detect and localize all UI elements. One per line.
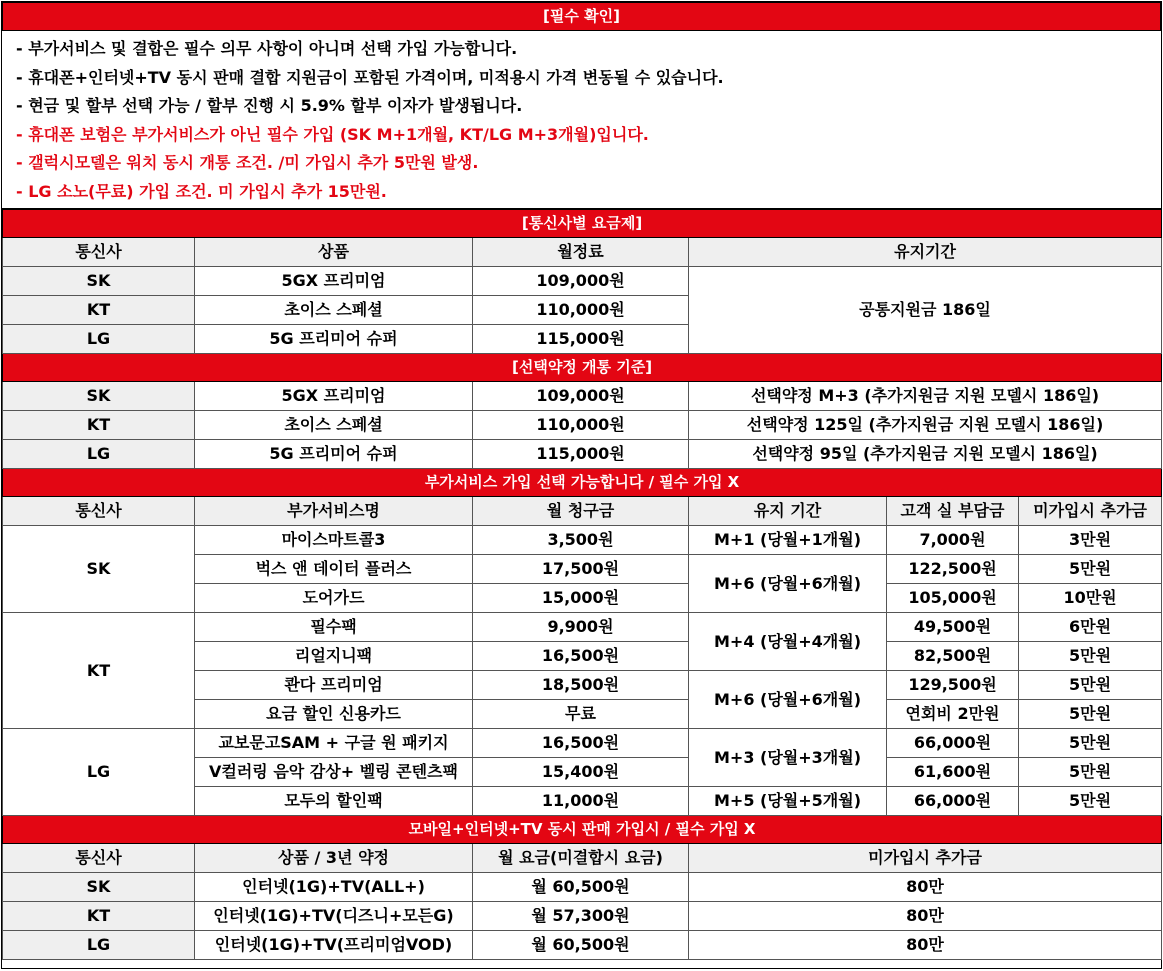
bundle-header-fee: 월 요금(미결합시 요금)	[473, 844, 689, 873]
addons-header-carrier: 통신사	[3, 497, 195, 526]
addon-cost: 66,000원	[887, 729, 1019, 758]
selective-fee: 110,000원	[473, 411, 689, 440]
addon-fee: 16,500원	[473, 729, 689, 758]
selective-title: [선택약정 개통 기준]	[3, 354, 1162, 382]
plans-header-carrier: 통신사	[3, 238, 195, 267]
price-sheet	[1, 1, 1162, 969]
selective-period: 선택약정 125일 (추가지원금 지원 모델시 186일)	[689, 411, 1162, 440]
notice-line-2: - 휴대폰+인터넷+TV 동시 판매 결합 지원금이 포함된 가격이며, 미적용시 가격 변동될 수 있습니다.	[16, 67, 724, 87]
addon-period: M+3 (당월+3개월)	[689, 729, 887, 787]
addon-extra: 3만원	[1019, 526, 1162, 555]
plans-header-period: 유지기간	[689, 238, 1162, 267]
addon-cost: 49,500원	[887, 613, 1019, 642]
addons-header-cost: 고객 실 부담금	[887, 497, 1019, 526]
selective-carrier: LG	[3, 440, 195, 469]
addon-extra: 5만원	[1019, 555, 1162, 584]
addon-extra: 5만원	[1019, 758, 1162, 787]
plans-carrier: LG	[3, 325, 195, 354]
selective-product: 5GX 프리미엄	[195, 382, 473, 411]
bundle-header-product: 상품 / 3년 약정	[195, 844, 473, 873]
selective-product: 5G 프리미어 슈퍼	[195, 440, 473, 469]
addon-fee: 17,500원	[473, 555, 689, 584]
bundle-extra: 80만	[689, 931, 1162, 960]
selective-row-sk	[3, 382, 1162, 411]
addon-name: 필수팩	[195, 613, 473, 642]
bundle-row-sk	[3, 873, 1162, 902]
plans-carrier: SK	[3, 267, 195, 296]
bundle-fee: 월 57,300원	[473, 902, 689, 931]
selective-carrier: SK	[3, 382, 195, 411]
addon-cost: 66,000원	[887, 787, 1019, 816]
addon-cost: 82,500원	[887, 642, 1019, 671]
notice-line-3: - 현금 및 할부 선택 가능 / 할부 진행 시 5.9% 할부 이자가 발생됩니다.	[16, 96, 523, 115]
bundle-row-kt	[3, 902, 1162, 931]
addon-extra: 10만원	[1019, 584, 1162, 613]
addons-header-extra: 미가입시 추가금	[1019, 497, 1162, 526]
addon-name: 마이스마트콜3	[195, 526, 473, 555]
addon-period: M+6 (당월+6개월)	[689, 555, 887, 613]
plans-header-product: 상품	[195, 238, 473, 267]
plans-title: [통신사별 요금제]	[3, 210, 1162, 238]
plans-product: 5GX 프리미엄	[195, 267, 473, 296]
selective-fee: 115,000원	[473, 440, 689, 469]
addon-cost: 61,600원	[887, 758, 1019, 787]
bundle-product: 인터넷(1G)+TV(ALL+)	[195, 873, 473, 902]
addon-fee: 무료	[473, 700, 689, 729]
addons-header-name: 부가서비스명	[195, 497, 473, 526]
addon-name: 도어가드	[195, 584, 473, 613]
addon-cost: 129,500원	[887, 671, 1019, 700]
addon-period: M+4 (당월+4개월)	[689, 613, 887, 671]
plans-period: 공통지원금 186일	[689, 267, 1162, 354]
selective-period: 선택약정 95일 (추가지원금 지원 모델시 186일)	[689, 440, 1162, 469]
plans-product: 5G 프리미어 슈퍼	[195, 325, 473, 354]
addons-carrier-kt: KT	[3, 613, 195, 729]
notice-list	[2, 31, 1161, 209]
bundle-header-row	[3, 844, 1162, 873]
addon-extra: 6만원	[1019, 613, 1162, 642]
selective-carrier: KT	[3, 411, 195, 440]
bundle-product: 인터넷(1G)+TV(디즈니+모든G)	[195, 902, 473, 931]
addon-name: 콴다 프리미엄	[195, 671, 473, 700]
plans-product: 초이스 스페셜	[195, 296, 473, 325]
bundle-carrier: SK	[3, 873, 195, 902]
addon-fee: 9,900원	[473, 613, 689, 642]
notice-line-5: - 갤럭시모델은 워치 동시 개통 조건. /미 가입시 추가 5만원 발생.	[16, 153, 479, 172]
addons-header-row	[3, 497, 1162, 526]
addons-header-fee: 월 청구금	[473, 497, 689, 526]
addon-period: M+5 (당월+5개월)	[689, 787, 887, 816]
bundle-carrier: LG	[3, 931, 195, 960]
addon-name: V컬러링 음악 감상+ 벨링 콘텐츠팩	[195, 758, 473, 787]
addon-row	[3, 526, 1162, 555]
bundle-row-lg	[3, 931, 1162, 960]
bundle-carrier: KT	[3, 902, 195, 931]
plans-carrier: KT	[3, 296, 195, 325]
addon-fee: 11,000원	[473, 787, 689, 816]
main-table	[2, 209, 1162, 960]
plans-row-sk	[3, 267, 1162, 296]
addon-row	[3, 613, 1162, 642]
addons-carrier-sk: SK	[3, 526, 195, 613]
plans-fee: 115,000원	[473, 325, 689, 354]
bundle-extra: 80만	[689, 902, 1162, 931]
addon-fee: 16,500원	[473, 642, 689, 671]
addon-extra: 5만원	[1019, 700, 1162, 729]
selective-period: 선택약정 M+3 (추가지원금 지원 모델시 186일)	[689, 382, 1162, 411]
addon-extra: 5만원	[1019, 642, 1162, 671]
addon-fee: 18,500원	[473, 671, 689, 700]
bundle-fee: 월 60,500원	[473, 931, 689, 960]
addon-fee: 15,400원	[473, 758, 689, 787]
notice-line-6: - LG 소노(무료) 가입 조건. 미 가입시 추가 15만원.	[16, 181, 387, 201]
addons-carrier-lg: LG	[3, 729, 195, 816]
bundle-title: 모바일+인터넷+TV 동시 판매 가입시 / 필수 가입 X	[3, 816, 1162, 844]
bundle-header-extra: 미가입시 추가금	[689, 844, 1162, 873]
addon-extra: 5만원	[1019, 787, 1162, 816]
addon-name: 리얼지니팩	[195, 642, 473, 671]
bundle-header-carrier: 통신사	[3, 844, 195, 873]
addon-row	[3, 729, 1162, 758]
selective-product: 초이스 스페셜	[195, 411, 473, 440]
bundle-extra: 80만	[689, 873, 1162, 902]
notice-line-1: - 부가서비스 및 결합은 필수 의무 사항이 아니며 선택 가입 가능합니다.	[16, 39, 518, 58]
addon-name: 요금 할인 신용카드	[195, 700, 473, 729]
plans-header-row	[3, 238, 1162, 267]
addon-cost: 122,500원	[887, 555, 1019, 584]
addons-header-period: 유지 기간	[689, 497, 887, 526]
addon-fee: 3,500원	[473, 526, 689, 555]
addon-name: 벅스 앤 데이터 플러스	[195, 555, 473, 584]
selective-row-kt	[3, 411, 1162, 440]
addon-cost: 연회비 2만원	[887, 700, 1019, 729]
bundle-product: 인터넷(1G)+TV(프리미엄VOD)	[195, 931, 473, 960]
plans-fee: 110,000원	[473, 296, 689, 325]
addon-period: M+6 (당월+6개월)	[689, 671, 887, 729]
plans-fee: 109,000원	[473, 267, 689, 296]
addon-fee: 15,000원	[473, 584, 689, 613]
addon-period: M+1 (당월+1개월)	[689, 526, 887, 555]
addon-extra: 5만원	[1019, 729, 1162, 758]
bundle-fee: 월 60,500원	[473, 873, 689, 902]
addon-extra: 5만원	[1019, 671, 1162, 700]
notice-line-4: - 휴대폰 보험은 부가서비스가 아닌 필수 가입 (SK M+1개월, KT/LG M+3개월)입니다.	[16, 124, 649, 144]
selective-row-lg	[3, 440, 1162, 469]
notice-title: [필수 확인]	[2, 2, 1161, 31]
selective-fee: 109,000원	[473, 382, 689, 411]
addon-name: 모두의 할인팩	[195, 787, 473, 816]
addon-cost: 7,000원	[887, 526, 1019, 555]
addon-cost: 105,000원	[887, 584, 1019, 613]
addons-title: 부가서비스 가입 선택 가능합니다 / 필수 가입 X	[3, 469, 1162, 497]
addon-name: 교보문고SAM + 구글 원 패키지	[195, 729, 473, 758]
plans-header-fee: 월정료	[473, 238, 689, 267]
